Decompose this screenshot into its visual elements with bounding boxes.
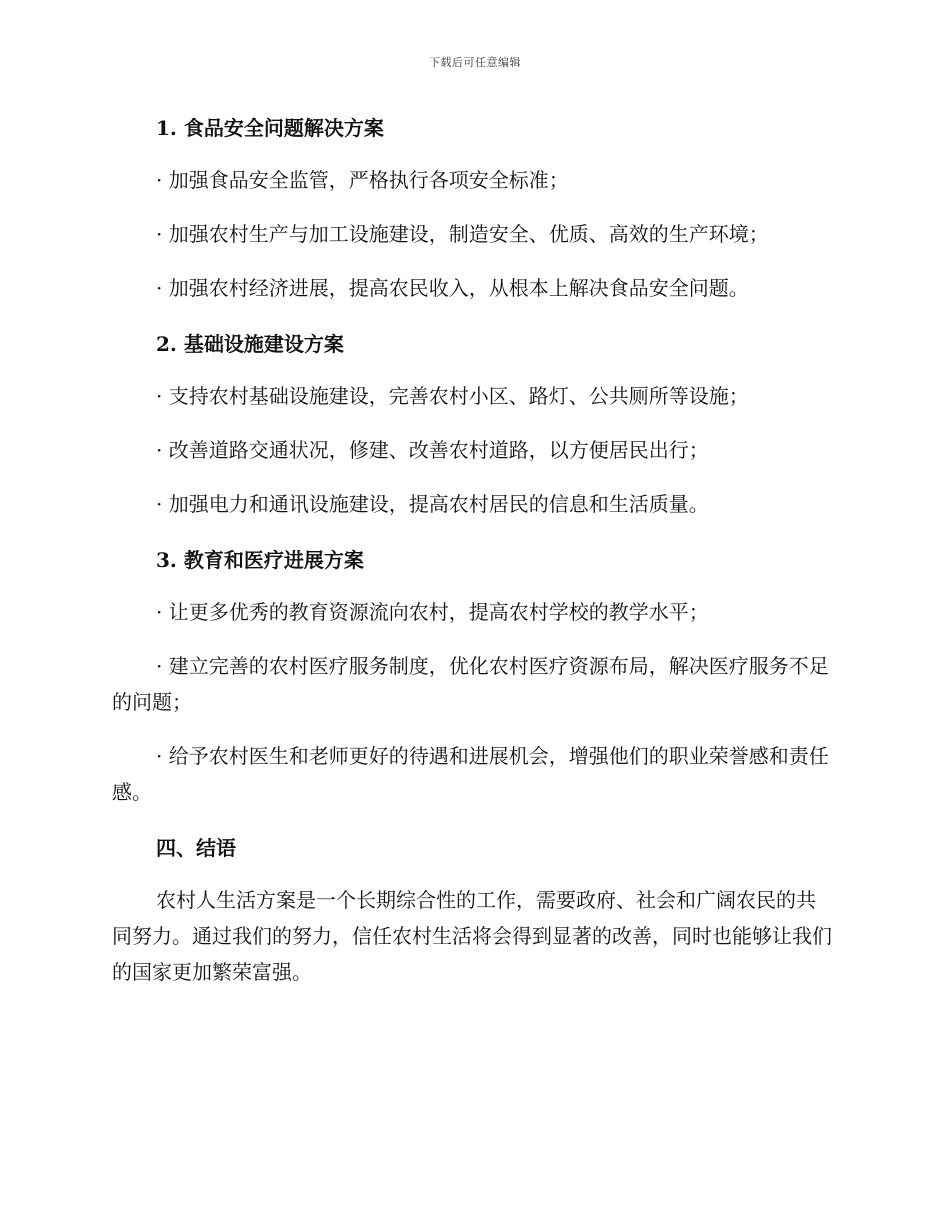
list-item: · 给予农村医生和老师更好的待遇和进展机会，增强他们的职业荣誉感和责任感。 — [112, 744, 829, 804]
page-header: 下载后可任意编辑 — [429, 56, 521, 69]
conclusion-paragraph: 农村人生活方案是一个长期综合性的工作，需要政府、社会和广阔农民的共同努力。通过我们的努力，信任农村生活将会得到显著的改善，同时也能够让我们的国家更加繁荣富强。 — [112, 888, 832, 984]
list-item: · 加强食品安全监管，严格执行各项安全标准； — [156, 168, 569, 192]
list-item: · 支持农村基础设施建设，完善农村小区、路灯、公共厕所等设施； — [156, 384, 749, 408]
list-item: · 加强农村生产与加工设施建设，制造安全、优质、高效的生产环境； — [156, 222, 769, 246]
list-item: · 让更多优秀的教育资源流向农村，提高农村学校的教学水平； — [156, 600, 709, 624]
document-body — [112, 112, 832, 990]
list-item: · 建立完善的农村医疗服务制度，优化农村医疗资源布局，解决医疗服务不足的问题； — [112, 654, 829, 714]
list-item: · 改善道路交通状况，修建、改善农村道路，以方便居民出行； — [156, 438, 709, 462]
list-item: · 加强电力和通讯设施建设，提高农村居民的信息和生活质量。 — [156, 492, 709, 516]
list-item: · 加强农村经济进展，提高农民收入，从根本上解决食品安全问题。 — [156, 276, 749, 300]
section-heading: 3. 教育和医疗进展方案 — [156, 548, 364, 572]
section-heading: 2. 基础设施建设方案 — [156, 332, 344, 356]
section-heading: 1. 食品安全问题解决方案 — [156, 116, 384, 140]
conclusion-heading: 四、结语 — [156, 836, 236, 860]
